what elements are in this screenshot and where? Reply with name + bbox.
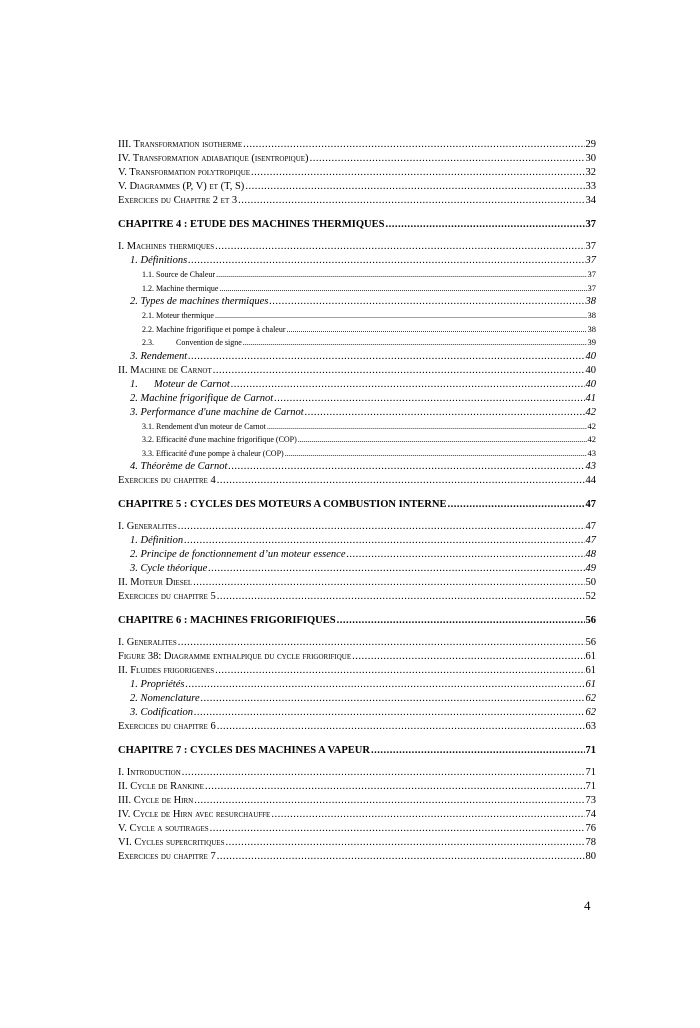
dot-leader: [269, 295, 584, 309]
dot-leader: [243, 336, 587, 350]
dot-leader: [285, 447, 587, 461]
dot-leader: [194, 706, 585, 720]
toc-subentry[interactable]: 3. Rendement ..... 40: [118, 350, 596, 364]
toc-subsubentry[interactable]: 1.1. Source de Chaleur ..... 37: [118, 268, 596, 282]
toc-entry[interactable]: Exercices du chapitre 4 ..... 44: [118, 474, 596, 488]
toc-entry[interactable]: V. Transformation polytropique ..... 32: [118, 166, 596, 180]
dot-leader: [217, 720, 585, 734]
dot-leader: [193, 576, 584, 590]
toc-subsubentry[interactable]: 3.1. Rendement d'un moteur de Carnot ..... 42: [118, 420, 596, 434]
toc-entry[interactable]: Exercices du chapitre 7 ..... 80: [118, 850, 596, 864]
dot-leader: [208, 562, 584, 576]
dot-leader: [385, 217, 584, 232]
dot-leader: [217, 590, 585, 604]
dot-leader: [371, 743, 585, 758]
dot-leader: [287, 323, 587, 337]
toc-subentry[interactable]: 3. Performance d'une machine de Carnot ..... 42: [118, 406, 596, 420]
toc-entry[interactable]: Exercices du chapitre 6 ..... 63: [118, 720, 596, 734]
dot-leader: [337, 613, 585, 628]
dot-leader: [267, 420, 587, 434]
toc-entry[interactable]: V. Cycle a soutirages ..... 76: [118, 822, 596, 836]
toc-subsubentry[interactable]: 3.3. Efficacité d'une pompe à chaleur (COP) ..... 43: [118, 447, 596, 461]
dot-leader: [228, 460, 584, 474]
dot-leader: [215, 664, 584, 678]
dot-leader: [271, 808, 584, 822]
dot-leader: [217, 850, 585, 864]
dot-leader: [185, 678, 584, 692]
dot-leader: [274, 392, 584, 406]
dot-leader: [447, 497, 584, 512]
dot-leader: [201, 692, 585, 706]
toc-subentry[interactable]: 2. Principe de fonctionnement d’un moteur essence ..... 48: [118, 548, 596, 562]
toc-chapter-heading[interactable]: CHAPITRE 4 : ETUDE DES MACHINES THERMIQUES ..... 37: [118, 217, 596, 232]
table-of-contents: [118, 138, 596, 864]
dot-leader: [352, 650, 584, 664]
toc-entry[interactable]: I. Generalites ..... 47: [118, 520, 596, 534]
toc-chapter-heading[interactable]: CHAPITRE 5 : CYCLES DES MOTEURS A COMBUSTION INTERNE ..... 47: [118, 497, 596, 512]
toc-entry[interactable]: II. Moteur Diesel ..... 50: [118, 576, 596, 590]
toc-subsubentry[interactable]: 1.2. Machine thermique ..... 37: [118, 282, 596, 296]
dot-leader: [182, 766, 585, 780]
dot-leader: [225, 836, 584, 850]
dot-leader: [238, 194, 584, 208]
dot-leader: [305, 406, 585, 420]
dot-leader: [215, 240, 584, 254]
dot-leader: [217, 474, 585, 488]
page-number: 4: [584, 898, 591, 913]
dot-leader: [205, 780, 585, 794]
toc-chapter-heading[interactable]: CHAPITRE 6 : MACHINES FRIGORIFIQUES ..... 56: [118, 613, 596, 628]
dot-leader: [243, 138, 584, 152]
toc-subsubentry[interactable]: 2.1. Moteur thermique ..... 38: [118, 309, 596, 323]
dot-leader: [188, 350, 584, 364]
dot-leader: [210, 822, 585, 836]
toc-subentry[interactable]: 1. Définitions ..... 37: [118, 254, 596, 268]
toc-entry[interactable]: III. Transformation isotherme ..... 29: [118, 138, 596, 152]
toc-entry[interactable]: II. Fluides frigorigenes ..... 61: [118, 664, 596, 678]
dot-leader: [188, 254, 584, 268]
toc-subentry[interactable]: 2. Nomenclature ..... 62: [118, 692, 596, 706]
toc-entry[interactable]: I. Machines thermiques ..... 37: [118, 240, 596, 254]
dot-leader: [298, 433, 587, 447]
dot-leader: [231, 378, 585, 392]
toc-subentry[interactable]: 1. Définition ..... 47: [118, 534, 596, 548]
toc-entry[interactable]: Exercices du chapitre 5 ..... 52: [118, 590, 596, 604]
toc-entry[interactable]: III. Cycle de Hirn ..... 73: [118, 794, 596, 808]
toc-entry[interactable]: IV. Cycle de Hirn avec resurchauffe ..... 74: [118, 808, 596, 822]
dot-leader: [346, 548, 584, 562]
toc-entry[interactable]: IV. Transformation adiabatique (isentropique) ..... 30: [118, 152, 596, 166]
dot-leader: [213, 364, 585, 378]
dot-leader: [194, 794, 584, 808]
toc-subsubentry[interactable]: 2.2. Machine frigorifique et pompe à chaleur ..... 38: [118, 323, 596, 337]
dot-leader: [215, 309, 587, 323]
toc-chapter-heading[interactable]: CHAPITRE 7 : CYCLES DES MACHINES A VAPEUR ..... 71: [118, 743, 596, 758]
toc-subentry[interactable]: 4. Théorème de Carnot ..... 43: [118, 460, 596, 474]
toc-entry[interactable]: Figure 38: Diagramme enthalpique du cycle frigorifique ..... 61: [118, 650, 596, 664]
toc-subentry[interactable]: 1. Moteur de Carnot ..... 40: [118, 378, 596, 392]
toc-subentry[interactable]: 2. Types de machines thermiques ..... 38: [118, 295, 596, 309]
toc-subentry[interactable]: 3. Codification ..... 62: [118, 706, 596, 720]
dot-leader: [219, 282, 586, 296]
toc-subentry[interactable]: 3. Cycle théorique ..... 49: [118, 562, 596, 576]
dot-leader: [251, 166, 584, 180]
toc-entry[interactable]: II. Cycle de Rankine ..... 71: [118, 780, 596, 794]
dot-leader: [184, 534, 584, 548]
toc-entry[interactable]: II. Machine de Carnot ..... 40: [118, 364, 596, 378]
dot-leader: [178, 520, 585, 534]
dot-leader: [178, 636, 585, 650]
toc-subentry[interactable]: 2. Machine frigorifique de Carnot ..... 41: [118, 392, 596, 406]
dot-leader: [245, 180, 584, 194]
toc-subentry[interactable]: 1. Propriétés ..... 61: [118, 678, 596, 692]
toc-entry[interactable]: I. Generalites ..... 56: [118, 636, 596, 650]
dot-leader: [216, 268, 586, 282]
toc-subsubentry[interactable]: 3.2. Efficacité d'une machine frigorifique (COP) ..... 42: [118, 433, 596, 447]
toc-entry[interactable]: Exercices du Chapitre 2 et 3 ..... 34: [118, 194, 596, 208]
toc-entry[interactable]: VI. Cycles supercritiques ..... 78: [118, 836, 596, 850]
dot-leader: [310, 152, 585, 166]
toc-subsubentry[interactable]: 2.3. Convention de signe ..... 39: [118, 336, 596, 350]
toc-entry[interactable]: I. Introduction ..... 71: [118, 766, 596, 780]
toc-entry[interactable]: V. Diagrammes (P, V) et (T, S) ..... 33: [118, 180, 596, 194]
